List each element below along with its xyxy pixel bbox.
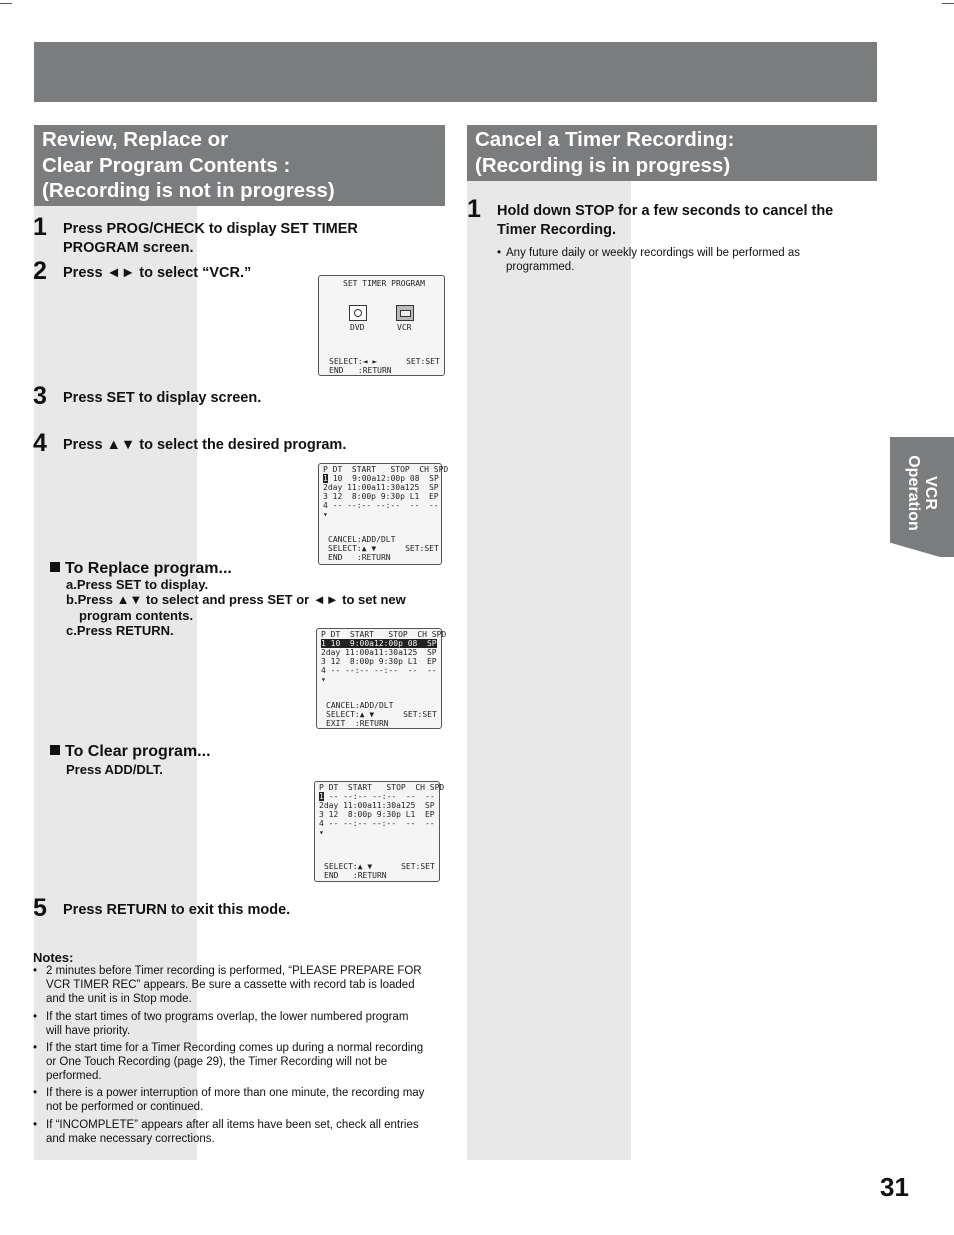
note-3 [33,1041,453,1083]
replace-footer-1: CANCEL:ADD/DLT [326,701,394,710]
bullet-icon: • [33,1042,38,1054]
step-3-text: Press SET to display screen. [63,390,262,406]
clear-heading [50,742,211,761]
step-2-number: 2 [33,257,47,285]
list-row-2: 2day 11:00a11:30a125 SP [323,483,439,492]
note-2 [33,1010,453,1038]
note-5 [33,1118,453,1146]
note-1-line-3: and the unit is in Stop mode. [46,993,192,1005]
right-bullet [497,246,867,274]
clear-row-4: 4 -- --:-- --:-- -- -- [319,819,435,828]
step-1-line-1: Press PROG/CHECK to display SET TIMER [63,221,358,237]
page-number: 31 [880,1172,909,1202]
bullet-icon: • [33,1011,38,1023]
replace-item-b [66,592,406,608]
note-4-line-1: If there is a power interruption of more than one minute, the recording may [46,1087,425,1099]
list-footer-1: CANCEL:ADD/DLT [328,535,396,544]
item-label: a. [66,577,77,592]
note-3-line-1: If the start time for a Timer Recording comes up during a normal recording [46,1042,424,1054]
right-step-line-2: Timer Recording. [497,222,616,238]
list-footer-2: SELECT:▲ ▼ SET:SET [328,544,439,553]
note-1 [33,964,453,1006]
dvd-disc-icon [349,305,367,321]
step-3-number: 3 [33,382,47,410]
square-bullet-icon [50,745,60,755]
right-heading-line-2: (Recording is in progress) [475,153,731,177]
left-heading-line-2: Clear Program Contents : [42,153,291,177]
list-cursor: 1 [323,474,328,483]
replace-row-3: 3 12 8:00p 9:30p L1 EP [321,657,437,666]
left-section-heading [34,125,445,206]
replace-row-4: 4 -- --:-- --:-- -- -- [321,666,437,675]
right-bullet-line-1: Any future daily or weekly recordings will be performed as [506,247,801,259]
clear-more-arrow: ▾ [319,828,324,837]
screen-footer-1: SELECT:◄ ► SET:SET [329,357,440,366]
item-text: Press RETURN. [76,623,174,638]
clear-row-3: 3 12 8:00p 9:30p L1 EP [319,810,435,819]
note-4 [33,1086,453,1114]
bullet-icon: • [33,1119,38,1131]
dvd-label: DVD [350,323,365,332]
side-tab-line-2: Operation [905,455,922,531]
step-4-number: 4 [33,429,47,457]
step-1-number: 1 [33,213,47,241]
replace-footer-3: EXIT :RETURN [326,719,389,728]
replace-footer-2: SELECT:▲ ▼ SET:SET [326,710,437,719]
list-header: P DT START STOP CH SPD [323,465,449,474]
right-shade [467,180,631,1160]
list-footer-3: END :RETURN [328,553,391,562]
clear-program-screen [314,781,445,882]
screen-title: SET TIMER PROGRAM [343,279,425,288]
note-1-line-1: 2 minutes before Timer recording is performed, “PLEASE PREPARE FOR [46,965,422,977]
set-timer-program-screen [318,275,445,376]
replace-heading [50,559,232,578]
screen-footer-2: END :RETURN [329,366,392,375]
right-bullet-line-2: programmed. [506,261,575,273]
bullet-icon: • [497,247,502,259]
replace-header: P DT START STOP CH SPD [321,630,447,639]
item-label: b. [66,592,78,607]
clear-text: Press ADD/DLT. [66,762,163,777]
note-5-line-2: and make necessary corrections. [46,1133,215,1145]
step-1-text [63,220,358,258]
clear-header: P DT START STOP CH SPD [319,783,445,792]
clear-cursor: 1 [319,792,324,801]
note-5-line-1: If “INCOMPLETE” appears after all items have been set, check all entries [46,1119,419,1131]
note-1-line-2: VCR TIMER REC” appears. Be sure a cassette with record tab is loaded [46,979,415,991]
note-2-line-1: If the start times of two programs overlap, the lower numbered program [46,1011,409,1023]
list-more-arrow: ▾ [323,510,328,519]
square-bullet-icon [50,562,60,572]
bullet-icon: • [33,1087,38,1099]
replace-item-b-cont: program contents. [79,608,194,623]
top-banner [34,42,877,102]
replace-row-1-highlighted: 1 10 9:00a12:00p 08 SP [321,639,437,648]
note-2-line-2: will have priority. [46,1025,131,1037]
side-tab-line-1: VCR [922,476,939,510]
note-3-line-3: performed. [46,1070,102,1082]
replace-heading-text: To Replace program... [65,560,232,577]
replace-more-arrow: ▾ [321,675,326,684]
list-row-4: 4 -- --:-- --:-- -- -- [323,501,439,510]
vcr-label: VCR [397,323,412,332]
list-row-1: 10 9:00a12:00p 08 SP [328,474,439,483]
replace-row-2: 2day 11:00a11:30a125 SP [321,648,437,657]
right-section-heading [467,125,877,181]
step-1-line-2: PROGRAM screen. [63,240,194,256]
left-heading-line-1: Review, Replace or [42,128,229,151]
right-heading-line-1: Cancel a Timer Recording: [475,128,735,151]
step-4-text: Press ▲▼ to select the desired program. [63,437,347,453]
program-list-screen [318,463,449,565]
bullet-icon: • [33,965,38,977]
step-2-text: Press ◄► to select “VCR.” [63,265,252,281]
item-label: c. [66,623,77,638]
right-step-1-number: 1 [467,195,481,223]
item-text: Press ▲▼ to select and press SET or ◄► to set new [77,592,406,607]
clear-footer-2: END :RETURN [324,871,387,880]
vcr-cassette-icon [396,305,414,321]
notes-heading: Notes: [33,950,74,965]
clear-row-1: -- --:-- --:-- -- -- [324,792,435,801]
side-tab-label [905,448,939,538]
replace-item-c [66,623,174,639]
replace-program-screen [316,628,447,729]
note-3-line-2: or One Touch Recording (page 29), the Timer Recording will not be [46,1056,388,1068]
note-4-line-2: not be performed or continued. [46,1101,204,1113]
clear-heading-text: To Clear program... [65,743,211,760]
item-text: Press SET to display. [76,577,209,592]
clear-footer-1: SELECT:▲ ▼ SET:SET [324,862,435,871]
clear-row-2: 2day 11:00a11:30a125 SP [319,801,435,810]
list-row-3: 3 12 8:00p 9:30p L1 EP [323,492,439,501]
right-step-line-1: Hold down STOP for a few seconds to cancel the [497,203,834,219]
left-heading-line-3: (Recording is not in progress) [42,179,335,202]
step-5-number: 5 [33,894,47,922]
replace-item-a [66,577,208,593]
step-5-text: Press RETURN to exit this mode. [63,902,291,918]
right-step-1-text [497,202,833,240]
